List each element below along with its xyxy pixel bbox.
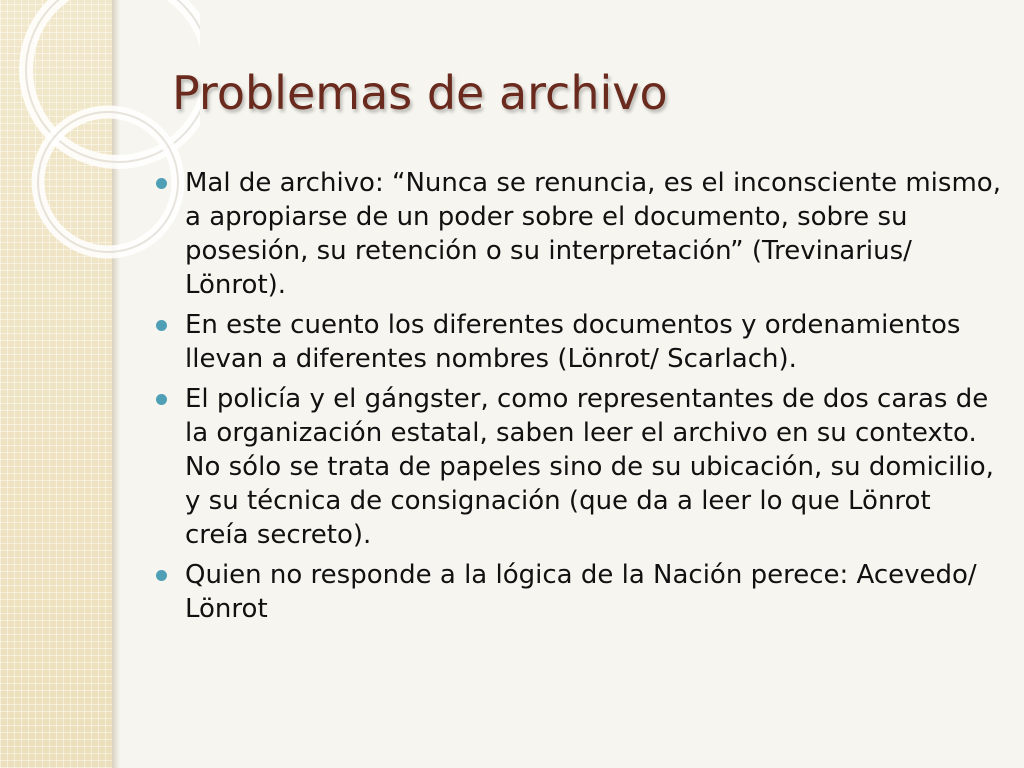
bullet-text: Mal de archivo: “Nunca se renuncia, es el inconsciente mismo, a apropiarse de un poder sobre el documento, sobre su posesión, su retención o su interpretación” (Trevinarius/ Lönrot). [185,168,1001,300]
side-panel-shadow [112,0,120,768]
bullet-dot-icon [156,394,167,405]
bullet-item [156,166,1001,302]
bullet-text: Quien no responde a la lógica de la Nación perece: Acevedo/ Lönrot [185,560,977,624]
decorative-side-panel [0,0,112,768]
bullet-dot-icon [156,178,167,189]
bullet-text: El policía y el gángster, como representantes de dos caras de la organización estatal, saben leer el archivo en su contexto. No sólo se trata de papeles sino de su ubicación, su domicilio, y su técnica de consignación (que da a leer lo que Lönrot creía secreto). [185,384,994,550]
bullet-item [156,382,1001,552]
bullet-item [156,308,1001,376]
bullet-dot-icon [156,570,167,581]
bullet-item [156,558,1001,626]
bullet-list [156,166,1001,632]
bullet-dot-icon [156,320,167,331]
bullet-text: En este cuento los diferentes documentos y ordenamientos llevan a diferentes nombres (Lönrot/ Scarlach). [185,310,961,374]
slide-title: Problemas de archivo [172,66,668,120]
